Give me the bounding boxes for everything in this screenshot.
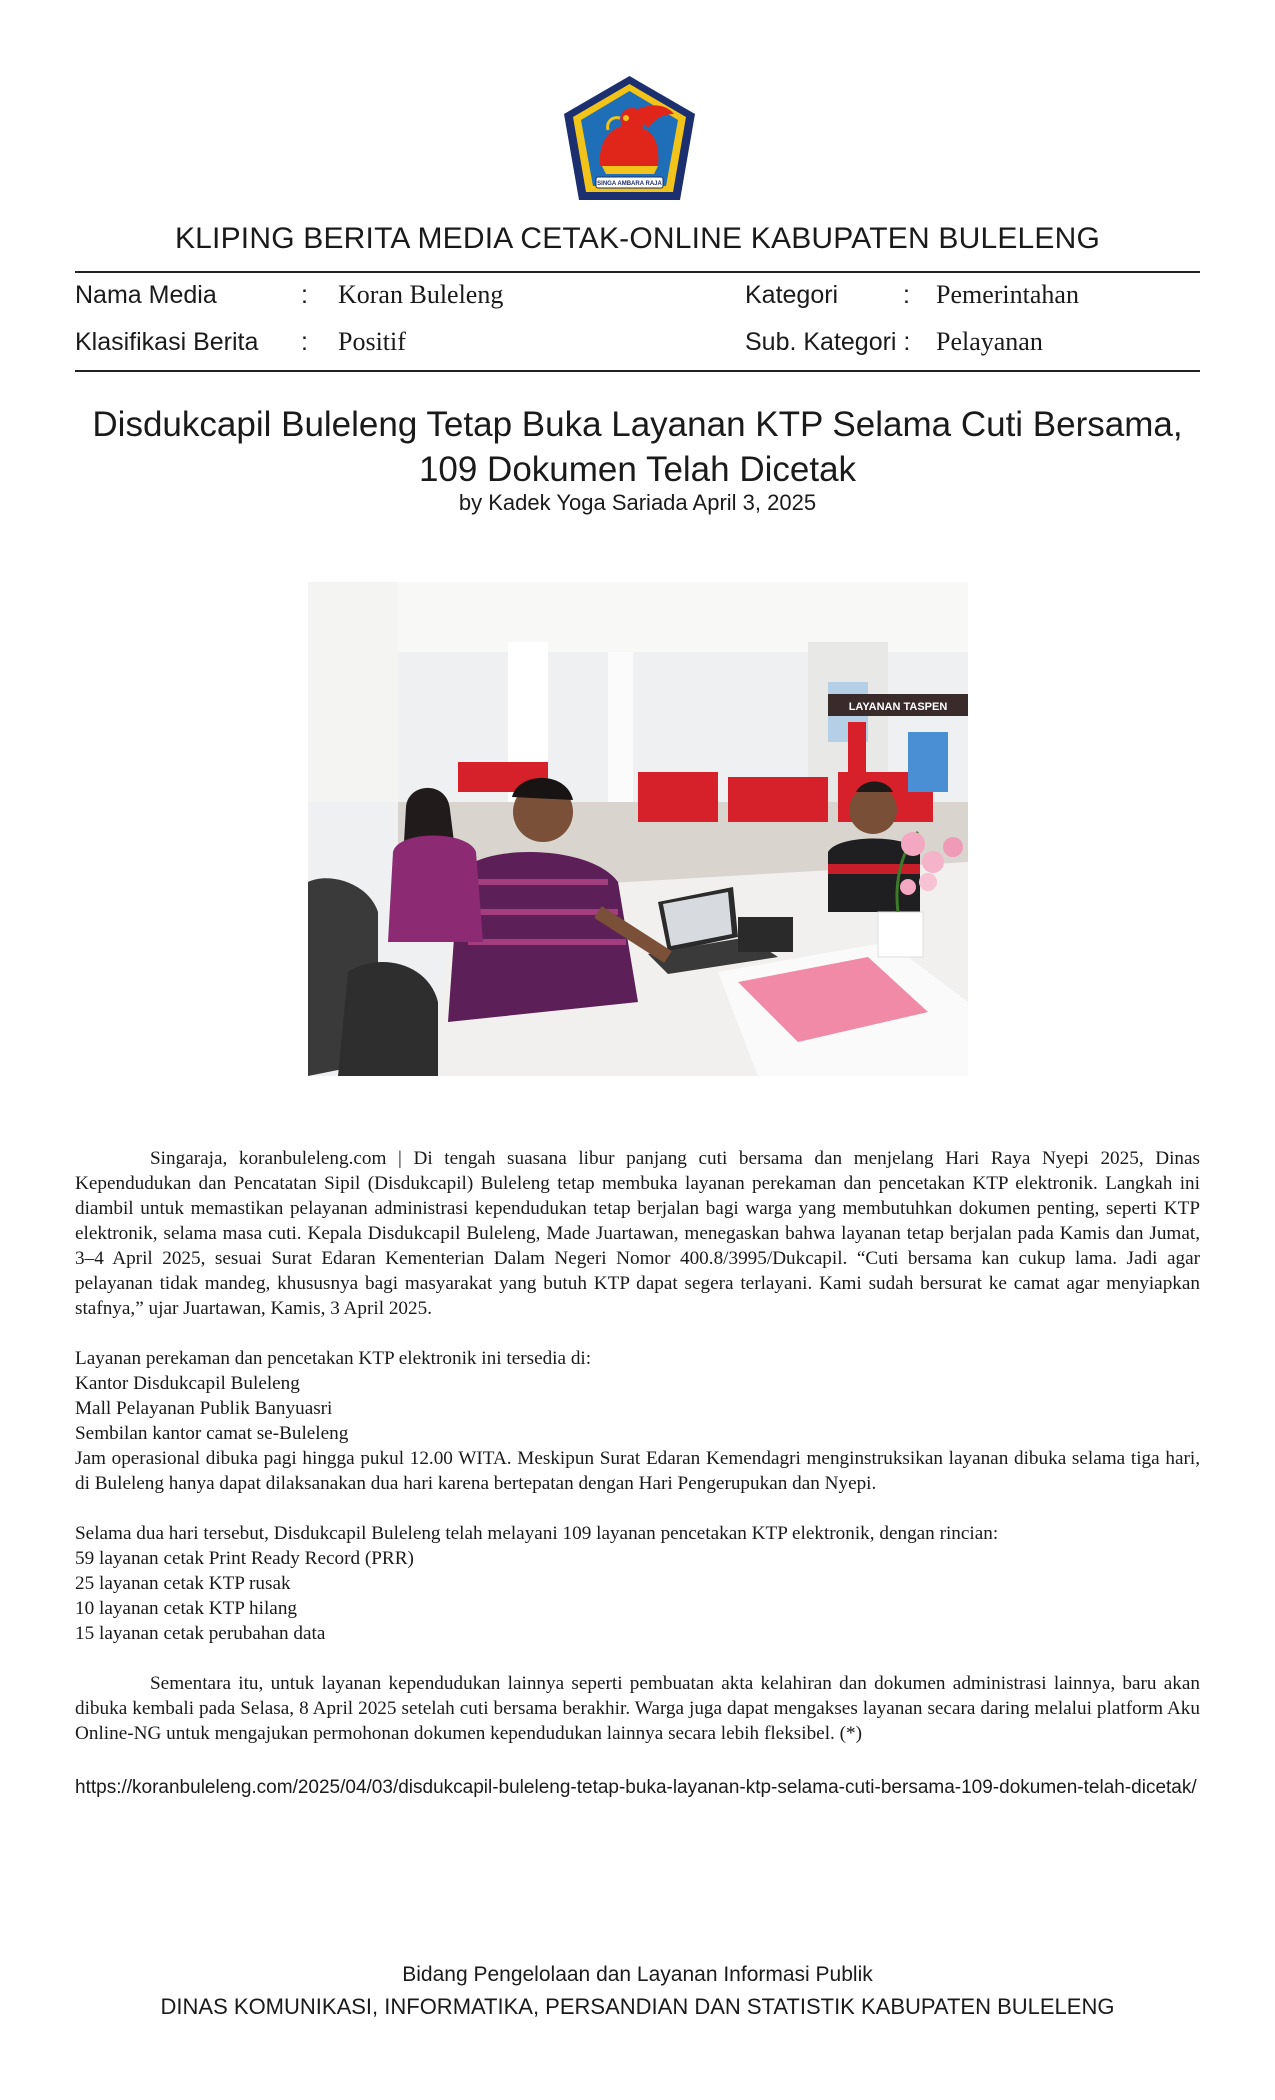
location-item: Kantor Disdukcapil Buleleng bbox=[75, 1373, 300, 1394]
photo-sign: LAYANAN TASPEN bbox=[848, 701, 948, 713]
article-byline: by Kadek Yoga Sariada April 3, 2025 bbox=[458, 490, 817, 515]
operating-hours-text: Jam operasional dibuka pagi hingga pukul 12.00 WITA. Meskipun Surat Edaran Kemendagri menginstruksikan layanan dibuka selama tiga hari, di Buleleng hanya dapat dilaksanakan dua hari karena bertepatan dengan Hari Pengerupukan dan Nyepi. bbox=[75, 1448, 1200, 1494]
stats-item: 25 layanan cetak KTP rusak bbox=[75, 1573, 291, 1594]
article-paragraph-intro: Singaraja, koranbuleleng.com | Di tengah suasana libur panjang cuti bersama dan menjelang Hari Raya Nyepi 2025, Dinas Kependudukan dan Pencatatan Sipil (Disdukcapil) Buleleng tetap membuka layanan perekaman dan pencetakan KTP elektronik. Langkah ini diambil untuk memastikan pelayanan administrasi kependudukan tetap berjalan bagi warga yang membutuhkan dokumen penting, seperti KTP elektronik, selama masa cuti. Kepala Disdukcapil Buleleng, Made Juartawan, menegaskan bahwa layanan tetap berjalan pada Kamis dan Jumat, 3–4 April 2025, sesuai Surat Edaran Kementerian Dalam Negeri Nomor 400.8/3995/Dukcapil. “Cuti bersama kan cukup lama. Jadi agar pelayanan tidak mandeg, khususnya bagi masyarakat yang butuh KTP dapat segera terlayani. Kami sudah bersurat ke camat agar menyiapkan stafnya,” ujar Juartawan, Kamis, 3 April 2025. bbox=[75, 1148, 1200, 1319]
header-divider-top bbox=[75, 271, 1200, 273]
page-header-title: KLIPING BERITA MEDIA CETAK-ONLINE KABUPATEN BULELENG bbox=[174, 222, 1101, 255]
subkategori-label: Sub. Kategori : bbox=[745, 328, 911, 356]
article-paragraph-closing: Sementara itu, untuk layanan kependudukan lainnya seperti pembuatan akta kelahiran dan dokumen administrasi lainnya, baru akan dibuka kembali pada Selasa, 8 April 2025 setelah cuti bersama berakhir. Warga juga dapat mengakses layanan secara daring melalui platform Aku Online-NG untuk mengajukan permohonan dokumen kependudukan lainnya secara lebih fleksibel. (*) bbox=[75, 1673, 1200, 1744]
kategori-separator: : bbox=[903, 281, 910, 309]
media-value: Koran Buleleng bbox=[338, 280, 504, 309]
crest-motto: SINGA AMBARA RAJA bbox=[597, 181, 662, 187]
stats-item: 59 layanan cetak Print Ready Record (PRR) bbox=[75, 1548, 414, 1569]
location-item: Mall Pelayanan Publik Banyuasri bbox=[75, 1398, 333, 1419]
location-item: Sembilan kantor camat se-Buleleng bbox=[75, 1423, 349, 1444]
footer-agency: DINAS KOMUNIKASI, INFORMATIKA, PERSANDIAN DAN STATISTIK KABUPATEN BULELENG bbox=[160, 1994, 1115, 2019]
article-title bbox=[60, 402, 1215, 492]
stats-item: 10 layanan cetak KTP hilang bbox=[75, 1598, 298, 1619]
locations-intro: Layanan perekaman dan pencetakan KTP elektronik ini tersedia di: bbox=[75, 1348, 592, 1369]
article-title-line-1: Disdukcapil Buleleng Tetap Buka Layanan KTP Selama Cuti Bersama, bbox=[92, 405, 1183, 444]
stats-intro: Selama dua hari tersebut, Disdukcapil Buleleng telah melayani 109 layanan pencetakan KTP elektronik, dengan rincian: bbox=[75, 1523, 999, 1544]
source-url-link[interactable]: https://koranbuleleng.com/2025/04/03/disdukcapil-buleleng-tetap-buka-layanan-ktp-selama-cuti-bersama-109-dokumen-telah-dicetak/ bbox=[75, 1777, 1197, 1798]
klasifikasi-separator: : bbox=[301, 328, 308, 356]
article-photo bbox=[308, 582, 968, 1076]
footer-department: Bidang Pengelolaan dan Layanan Informasi Publik bbox=[402, 1963, 873, 1986]
media-label: Nama Media bbox=[75, 281, 217, 309]
klasifikasi-value: Positif bbox=[338, 327, 406, 356]
kategori-label: Kategori bbox=[745, 281, 839, 309]
kategori-value: Pemerintahan bbox=[936, 280, 1079, 309]
article-title-line-2: 109 Dokumen Telah Dicetak bbox=[418, 450, 857, 489]
klasifikasi-label: Klasifikasi Berita bbox=[75, 328, 259, 356]
header-divider-bottom bbox=[75, 370, 1200, 372]
stats-item: 15 layanan cetak perubahan data bbox=[75, 1623, 326, 1644]
media-separator: : bbox=[301, 281, 308, 309]
subkategori-value: Pelayanan bbox=[936, 327, 1043, 356]
article-body bbox=[75, 1146, 1200, 1746]
buleleng-crest-logo bbox=[562, 74, 697, 202]
